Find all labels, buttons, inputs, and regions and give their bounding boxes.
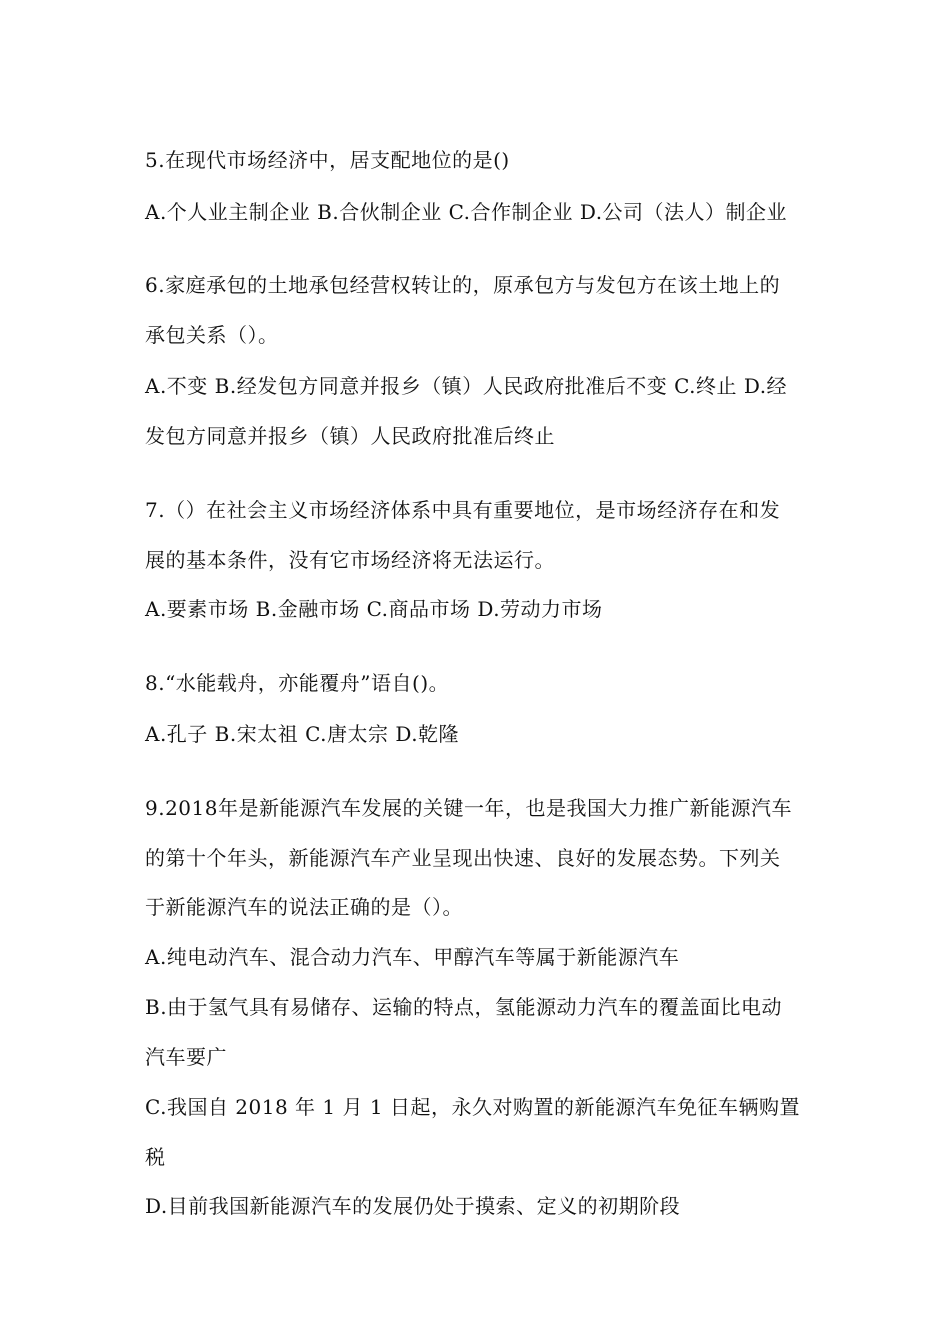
question-9-option-d: D.目前我国新能源汽车的发展仍处于摸索、定义的初期阶段 [145,1194,681,1218]
question-6-options-line-1: A.不变 B.经发包方同意并报乡（镇）人民政府批准后不变 C.终止 D.经 [145,374,788,398]
question-6-stem-line-1: 6.家庭承包的土地承包经营权转让的，原承包方与发包方在该土地上的 [145,273,781,297]
question-9-option-c-line-2: 税 [145,1145,166,1169]
question-9-stem-line-1: 9.2018年是新能源汽车发展的关键一年，也是我国大力推广新能源汽车 [145,796,792,820]
question-7-options-line-1: A.要素市场 B.金融市场 C.商品市场 D.劳动力市场 [145,597,603,621]
question-6-options-line-2: 发包方同意并报乡（镇）人民政府批准后终止 [145,424,555,448]
question-9-option-a: A.纯电动汽车、混合动力汽车、甲醇汽车等属于新能源汽车 [145,945,680,969]
question-9-stem-line-3: 于新能源汽车的说法正确的是（）。 [145,895,463,919]
question-9-option-b-line-1: B.由于氢气具有易储存、运输的特点，氢能源动力汽车的覆盖面比电动 [145,995,783,1019]
question-9-option-c-line-1: C.我国自 2018 年 1 月 1 日起，永久对购置的新能源汽车免征车辆购置 [145,1095,800,1119]
question-9-stem-line-2: 的第十个年头，新能源汽车产业呈现出快速、良好的发展态势。下列关 [145,846,781,870]
question-5-stem-line-1: 5.在现代市场经济中，居支配地位的是() [145,148,510,172]
question-9-option-b-line-2: 汽车要广 [145,1045,227,1069]
question-7-stem-line-2: 展的基本条件，没有它市场经济将无法运行。 [145,548,555,572]
question-6-stem-line-2: 承包关系（）。 [145,323,279,347]
question-5-options-line-1: A.个人业主制企业 B.合伙制企业 C.合作制企业 D.公司（法人）制企业 [145,200,788,224]
question-8-options-line-1: A.孔子 B.宋太祖 C.唐太宗 D.乾隆 [145,722,460,746]
question-7-stem-line-1: 7.（）在社会主义市场经济体系中具有重要地位，是市场经济存在和发 [145,498,781,522]
question-8-stem-line-1: 8.“水能载舟，亦能覆舟”语自()。 [145,671,450,695]
